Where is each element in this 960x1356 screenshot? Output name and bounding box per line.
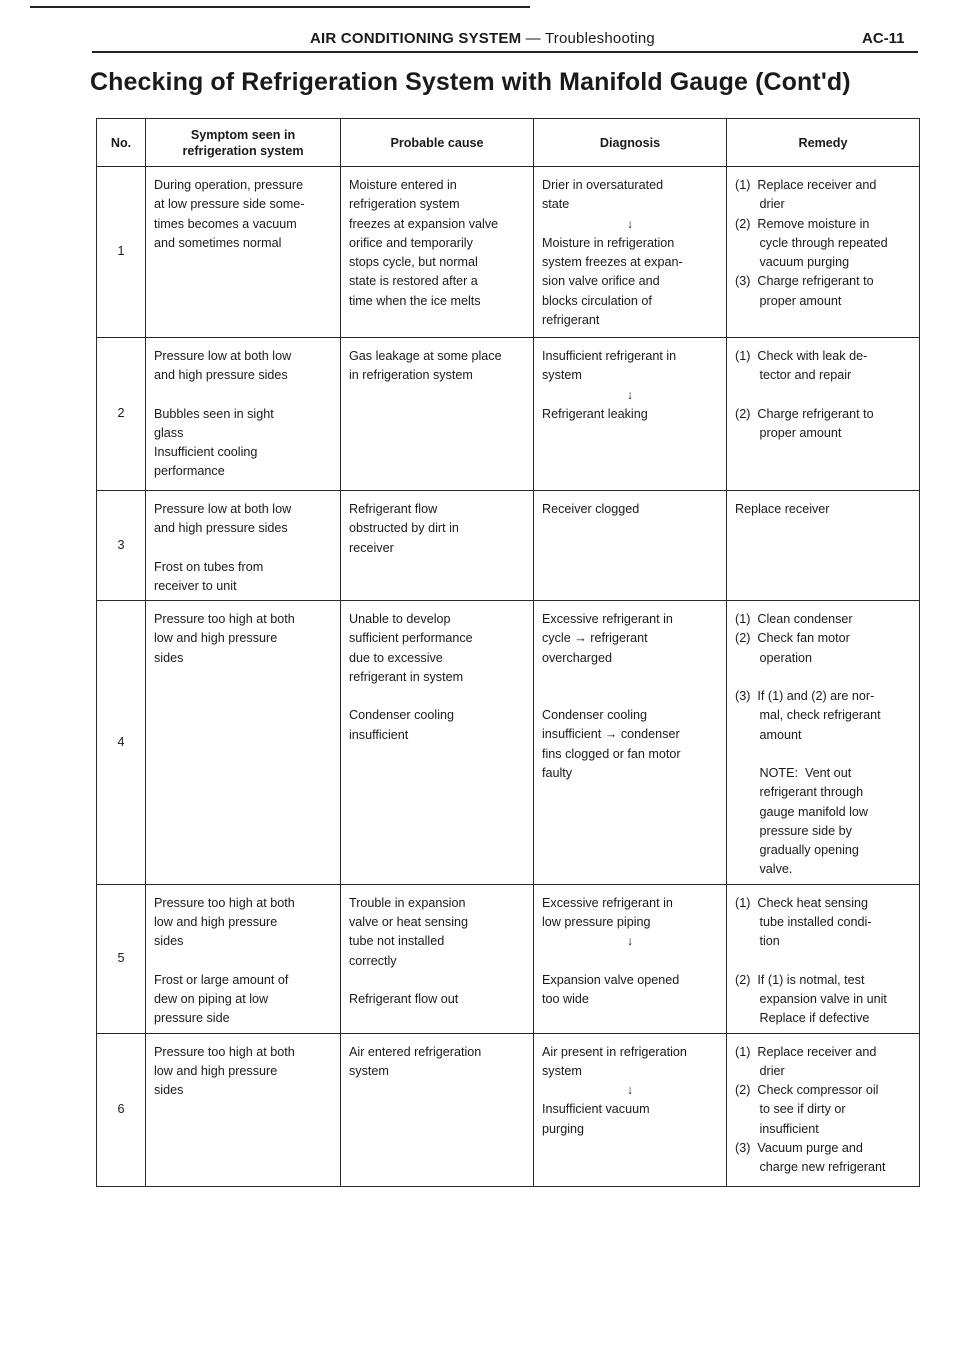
remedy-cell: (1) Replace receiver and drier (2) Remove moisture in cycle through repeated vacuum purging (3) Charge refrigerant to proper amount xyxy=(727,167,920,338)
row-number: 6 xyxy=(97,1033,146,1186)
remedy-cell: (1) Check with leak de- tector and repair (2) Charge refrigerant to proper amount xyxy=(727,338,920,491)
header-symptom: Symptom seen in refrigeration system xyxy=(146,119,341,167)
cause-cell: Gas leakage at some place in refrigeration system xyxy=(341,338,534,491)
table-row xyxy=(97,338,920,491)
table-row xyxy=(97,1033,920,1186)
cause-cell: Refrigerant flow obstructed by dirt in receiver xyxy=(341,491,534,601)
down-arrow-icon: ↓ xyxy=(626,934,634,949)
subsection-title: Troubleshooting xyxy=(544,30,655,47)
page-number: AC-11 xyxy=(862,30,905,47)
table-row xyxy=(97,491,920,601)
diagnosis-cell: Insufficient refrigerant in system ↓ Refrigerant leaking xyxy=(534,338,727,491)
symptom-cell: Pressure low at both low and high pressure sides Bubbles seen in sight glass Insufficient cooling performance xyxy=(146,338,341,491)
note-text: NOTE: Vent out xyxy=(735,765,852,780)
cause-cell: Unable to develop sufficient performance due to excessive refrigerant in system Condenser cooling insufficient xyxy=(341,601,534,885)
header-no: No. xyxy=(97,119,146,167)
running-header xyxy=(0,30,960,52)
remedy-cell: (1) Replace receiver and drier (2) Check compressor oil to see if dirty or insufficient (3) Vacuum purge and charge new refrigerant xyxy=(727,1033,920,1186)
symptom-cell: Pressure too high at both low and high pressure sides xyxy=(146,1033,341,1186)
table-row xyxy=(97,601,920,885)
symptom-cell: Pressure low at both low and high pressure sides Frost on tubes from receiver to unit xyxy=(146,491,341,601)
remedy-cell: Replace receiver xyxy=(727,491,920,601)
down-arrow-icon: ↓ xyxy=(626,216,634,231)
diagnosis-cell: Air present in refrigeration system ↓ Insufficient vacuum purging xyxy=(534,1033,727,1186)
header-diagnosis: Diagnosis xyxy=(534,119,727,167)
page-title: Checking of Refrigeration System with Manifold Gauge (Cont'd) xyxy=(90,68,851,96)
remedy-cell: (1) Check heat sensing tube installed condi- tion (2) If (1) is notmal, test expansion valve in unit Replace if defective xyxy=(727,884,920,1033)
remedy-cell: (1) Clean condenser (2) Check fan motor operation (3) If (1) and (2) are nor- mal, check refrigerant amount NOTE: Vent out refrigerant through gauge manifold low pressure side by gradually opening valve. xyxy=(727,601,920,885)
down-arrow-icon: ↓ xyxy=(626,1083,634,1098)
cause-cell: Moisture entered in refrigeration system freezes at expansion valve orifice and temporarily stops cycle, but normal state is restored after a time when the ice melts xyxy=(341,167,534,338)
troubleshooting-table xyxy=(96,118,920,1187)
diagnosis-cell: Drier in oversaturated state ↓ Moisture in refrigeration system freezes at expan- sion valve orifice and blocks circulation of refrigerant xyxy=(534,167,727,338)
row-number: 4 xyxy=(97,601,146,885)
down-arrow-icon: ↓ xyxy=(626,387,634,402)
symptom-cell: Pressure too high at both low and high pressure sides Frost or large amount of dew on piping at low pressure side xyxy=(146,884,341,1033)
header-rule xyxy=(92,51,918,53)
cause-cell: Trouble in expansion valve or heat sensing tube not installed correctly Refrigerant flow out xyxy=(341,884,534,1033)
row-number: 2 xyxy=(97,338,146,491)
cause-cell: Air entered refrigeration system xyxy=(341,1033,534,1186)
diagnosis-cell: Receiver clogged xyxy=(534,491,727,601)
header-remedy: Remedy xyxy=(727,119,920,167)
symptom-cell: During operation, pressure at low pressure side some- times becomes a vacuum and sometimes normal xyxy=(146,167,341,338)
symptom-cell: Pressure too high at both low and high pressure sides xyxy=(146,601,341,885)
diagnosis-cell: Excessive refrigerant in low pressure piping ↓ Expansion valve opened too wide xyxy=(534,884,727,1033)
row-number: 3 xyxy=(97,491,146,601)
diagnosis-cell: Excessive refrigerant in cycle → refrigerant overcharged Condenser cooling insufficient → condenser fins clogged or fan motor faulty xyxy=(534,601,727,885)
row-number: 5 xyxy=(97,884,146,1033)
table-row xyxy=(97,884,920,1033)
section-title: AIR CONDITIONING SYSTEM — Troubleshooting xyxy=(310,30,655,47)
row-number: 1 xyxy=(97,167,146,338)
header-probable-cause: Probable cause xyxy=(341,119,534,167)
top-edge-rule xyxy=(30,6,530,8)
table-row xyxy=(97,167,920,338)
table-header-row xyxy=(97,119,920,167)
